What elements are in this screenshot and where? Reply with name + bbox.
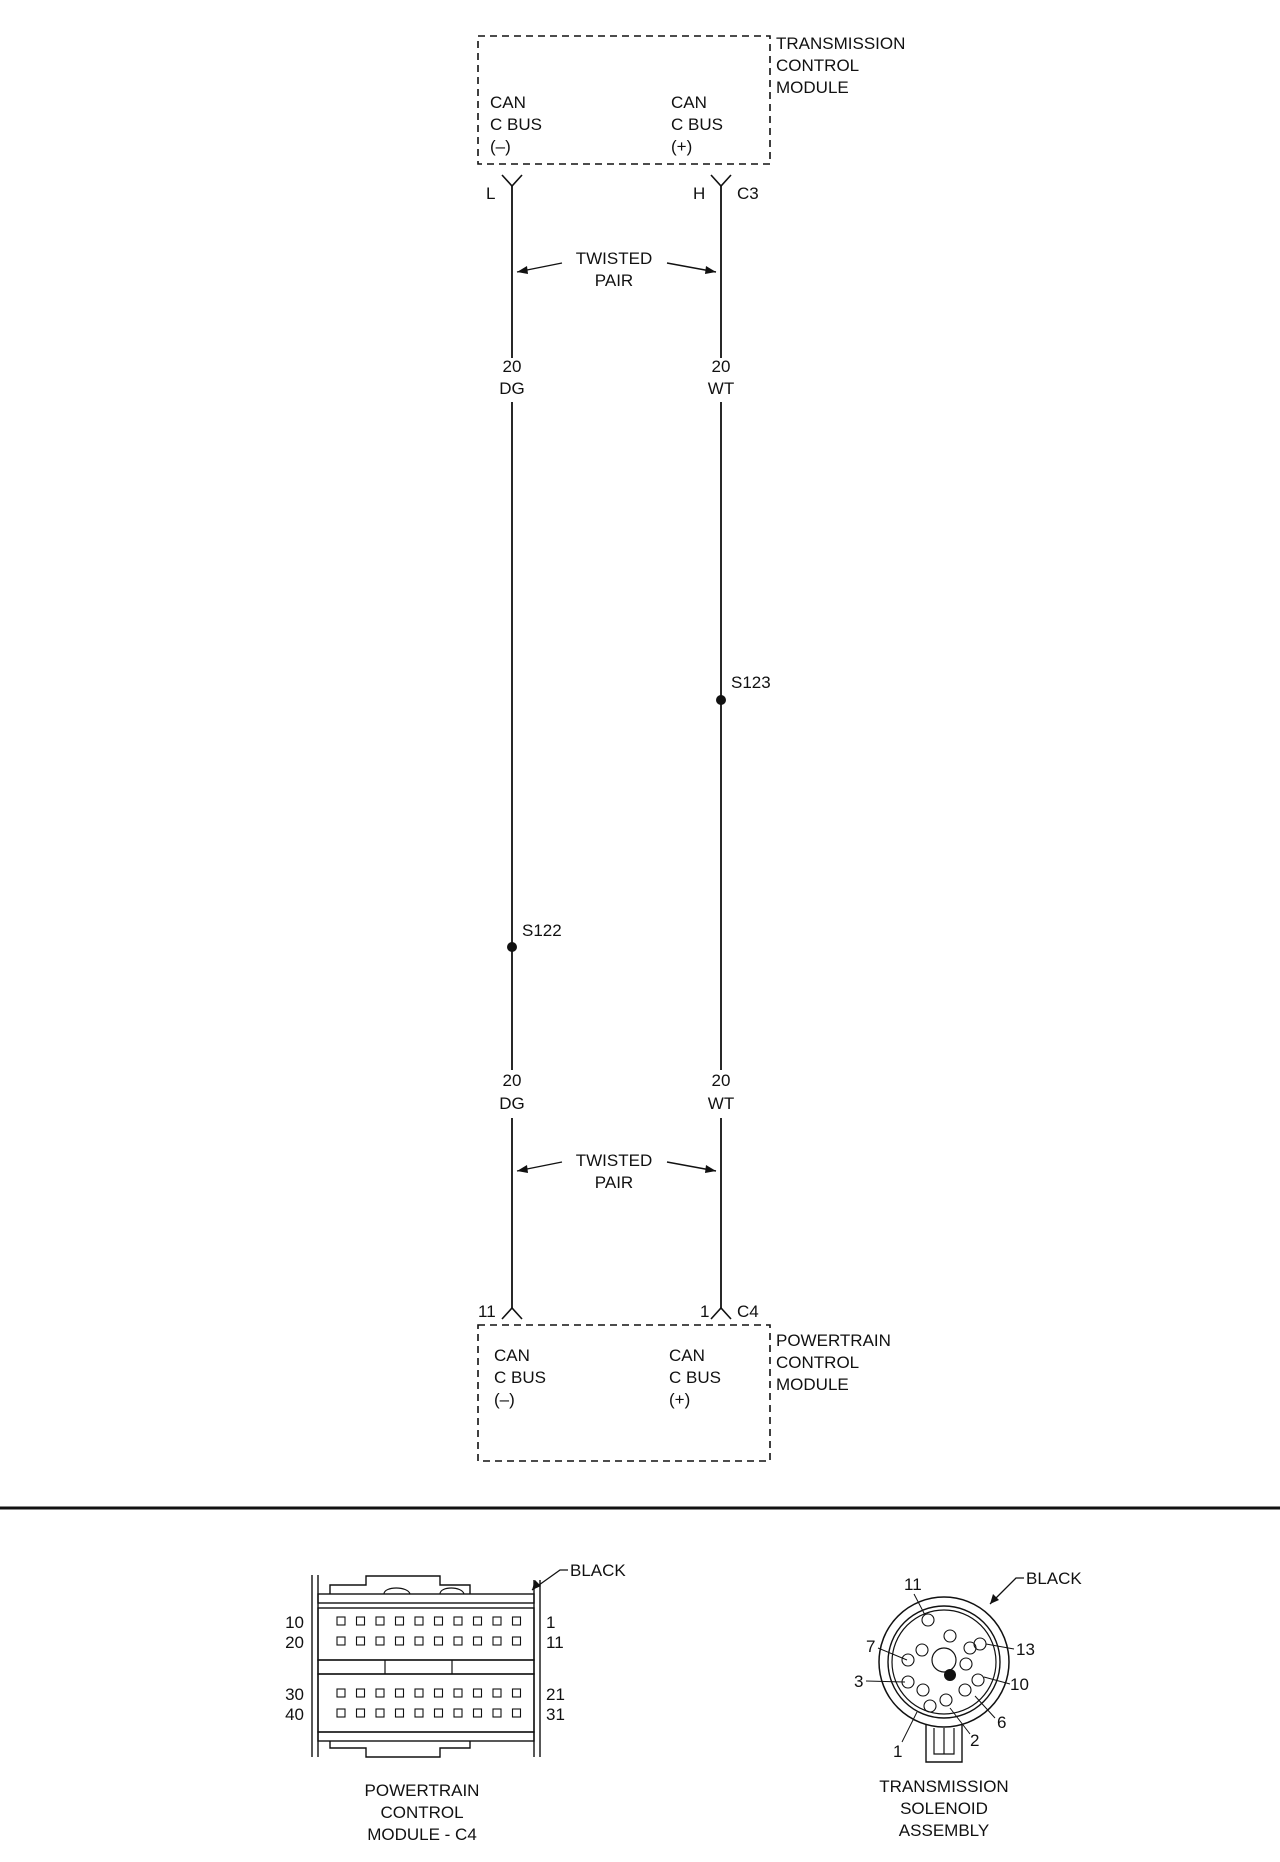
c4-cavity <box>376 1637 384 1645</box>
tcm-right-pin-label-3: (+) <box>671 137 693 156</box>
pcm-left-pin-label-1: CAN <box>494 1346 530 1365</box>
wire-left-gauge-bottom: 20 <box>502 1071 522 1090</box>
c4-cavity <box>513 1637 521 1645</box>
pcm-connector-id: C4 <box>737 1302 759 1321</box>
solenoid-cavity <box>917 1684 929 1696</box>
c4-row-label-left-20: 20 <box>285 1633 304 1652</box>
tcm-pin-right-chevron <box>711 175 731 186</box>
sol-color-label: BLACK <box>1026 1569 1082 1588</box>
c4-cavity <box>435 1617 443 1625</box>
c4-cavity <box>357 1689 365 1697</box>
wire-left-color-top: DG <box>499 379 525 398</box>
c4-cavity <box>396 1617 404 1625</box>
c4-cavity <box>337 1689 345 1697</box>
solenoid-inner-ring <box>892 1610 996 1714</box>
c4-cavity <box>474 1637 482 1645</box>
tcm-right-pin-label-2: C BUS <box>671 115 723 134</box>
tcm-title-line-3: MODULE <box>776 78 849 97</box>
c4-cavity <box>396 1637 404 1645</box>
pcm-pin-right: 1 <box>700 1302 710 1321</box>
tcm-connector-id: C3 <box>737 184 759 203</box>
sol-pin-label-6: 6 <box>997 1713 1007 1732</box>
tcm-left-pin-label-3: (–) <box>490 137 511 156</box>
transmission-control-module <box>478 34 905 203</box>
solenoid-cavity <box>972 1674 984 1686</box>
splice-s123-label: S123 <box>731 673 771 692</box>
solenoid-pin-cavities <box>902 1614 986 1712</box>
tcm-title-line-2: CONTROL <box>776 56 860 75</box>
c4-cavity <box>454 1709 462 1717</box>
c4-cavity <box>454 1689 462 1697</box>
c4-cavity <box>396 1709 404 1717</box>
c4-cavity <box>376 1617 384 1625</box>
pcm-left-pin-label-2: C BUS <box>494 1368 546 1387</box>
c4-cavity <box>493 1689 501 1697</box>
wire-right-color-bottom: WT <box>707 1094 735 1113</box>
pcm-title-line-1: POWERTRAIN <box>776 1331 891 1350</box>
c4-cavity <box>454 1637 462 1645</box>
tcm-pin-left: L <box>486 184 496 203</box>
solenoid-cavity <box>922 1614 934 1626</box>
c4-row-label-left-10: 10 <box>285 1613 304 1632</box>
sol-caption-line-3: ASSEMBLY <box>898 1821 990 1840</box>
twisted-pair-top-line-2: PAIR <box>594 271 634 290</box>
sol-pin-label-7: 7 <box>866 1637 876 1656</box>
c4-cavity <box>435 1637 443 1645</box>
pcm-pin-right-chevron <box>711 1308 731 1319</box>
c4-row-label-left-40: 40 <box>285 1705 304 1724</box>
solenoid-cavity <box>924 1700 936 1712</box>
solenoid-cavity <box>916 1644 928 1656</box>
twisted-pair-top <box>517 249 716 290</box>
c4-cavity <box>337 1617 345 1625</box>
tcm-right-pin-label-1: CAN <box>671 93 707 112</box>
sol-pin-label-3: 3 <box>854 1672 864 1691</box>
c4-cavity <box>415 1617 423 1625</box>
powertrain-control-module <box>478 1302 891 1461</box>
solenoid-mid-ring <box>888 1606 1000 1718</box>
c4-cavity <box>415 1637 423 1645</box>
sol-pin-label-10: 10 <box>1010 1675 1029 1694</box>
solenoid-cavity-used <box>944 1669 956 1681</box>
c4-cavity <box>435 1709 443 1717</box>
c4-row-label-left-30: 30 <box>285 1685 304 1704</box>
solenoid-cavity <box>974 1638 986 1650</box>
pcm-c4-pin-cavities <box>337 1617 521 1717</box>
pcm-right-pin-label-2: C BUS <box>669 1368 721 1387</box>
twisted-pair-bottom-line-1: TWISTED <box>575 1151 653 1170</box>
c4-caption-line-3: MODULE - C4 <box>367 1825 477 1844</box>
pcm-title-line-2: CONTROL <box>776 1353 860 1372</box>
tcm-left-pin-label-1: CAN <box>490 93 526 112</box>
c4-caption-line-2: CONTROL <box>380 1803 464 1822</box>
c4-cavity <box>474 1709 482 1717</box>
pcm-left-pin-label-3: (–) <box>494 1390 515 1409</box>
c4-cavity <box>415 1709 423 1717</box>
c4-cavity <box>474 1617 482 1625</box>
c4-cavity <box>493 1617 501 1625</box>
c4-cavity <box>376 1709 384 1717</box>
splice-s122-dot <box>507 942 517 952</box>
transmission-solenoid-connector-view <box>854 1569 1082 1840</box>
pcm-c4-connector-view <box>285 1561 626 1844</box>
c4-cavity <box>493 1709 501 1717</box>
pcm-title-line-3: MODULE <box>776 1375 849 1394</box>
sol-pin-label-11: 11 <box>904 1575 922 1594</box>
c4-cavity <box>337 1709 345 1717</box>
solenoid-cavity <box>944 1630 956 1642</box>
c4-cavity <box>454 1617 462 1625</box>
c4-cavity <box>435 1689 443 1697</box>
solenoid-cavity <box>902 1654 914 1666</box>
c4-cavity <box>357 1709 365 1717</box>
sol-pin-label-1: 1 <box>893 1742 903 1761</box>
sol-caption-line-2: SOLENOID <box>900 1799 988 1818</box>
c4-cavity <box>357 1637 365 1645</box>
tcm-pin-left-chevron <box>502 175 522 186</box>
sol-caption-line-1: TRANSMISSION <box>879 1777 1009 1796</box>
c4-cavity <box>493 1637 501 1645</box>
c4-row-label-right-1: 1 <box>546 1613 556 1632</box>
twisted-pair-bottom-line-2: PAIR <box>594 1173 634 1192</box>
splice-s122-label: S122 <box>522 921 562 940</box>
tcm-pin-right: H <box>693 184 706 203</box>
tcm-title-line-1: TRANSMISSION <box>776 34 906 53</box>
sol-pin-label-2: 2 <box>970 1731 980 1750</box>
pcm-pin-left: 11 <box>478 1302 496 1321</box>
c4-cavity <box>357 1617 365 1625</box>
c4-cavity <box>513 1689 521 1697</box>
wire-left-gauge-top: 20 <box>502 357 522 376</box>
c4-caption-line-1: POWERTRAIN <box>364 1781 480 1800</box>
c4-row-label-right-31: 31 <box>546 1705 565 1724</box>
sol-pin-label-13: 13 <box>1016 1640 1035 1659</box>
c4-cavity <box>415 1689 423 1697</box>
c4-cavity <box>474 1689 482 1697</box>
solenoid-cavity <box>959 1684 971 1696</box>
pcm-pin-left-chevron <box>502 1308 522 1319</box>
twisted-pair-bottom <box>517 1151 716 1192</box>
c4-cavity <box>513 1709 521 1717</box>
c4-cavity <box>396 1689 404 1697</box>
c4-cavity <box>337 1637 345 1645</box>
solenoid-outer-ring <box>879 1597 1009 1727</box>
solenoid-cavity <box>940 1694 952 1706</box>
twisted-pair-top-line-1: TWISTED <box>575 249 653 268</box>
c4-row-label-right-21: 21 <box>546 1685 565 1704</box>
wire-right-color-top: WT <box>707 379 735 398</box>
solenoid-cavity <box>960 1658 972 1670</box>
tcm-left-pin-label-2: C BUS <box>490 115 542 134</box>
c4-cavity <box>513 1617 521 1625</box>
wire-right-gauge-top: 20 <box>711 357 731 376</box>
wire-left-color-bottom: DG <box>499 1094 525 1113</box>
c4-color-label: BLACK <box>570 1561 626 1580</box>
c4-cavity <box>376 1689 384 1697</box>
pcm-right-pin-label-3: (+) <box>669 1390 691 1409</box>
pcm-right-pin-label-1: CAN <box>669 1346 705 1365</box>
splice-s123-dot <box>716 695 726 705</box>
wire-right-gauge-bottom: 20 <box>711 1071 731 1090</box>
c4-row-label-right-11: 11 <box>546 1633 564 1652</box>
